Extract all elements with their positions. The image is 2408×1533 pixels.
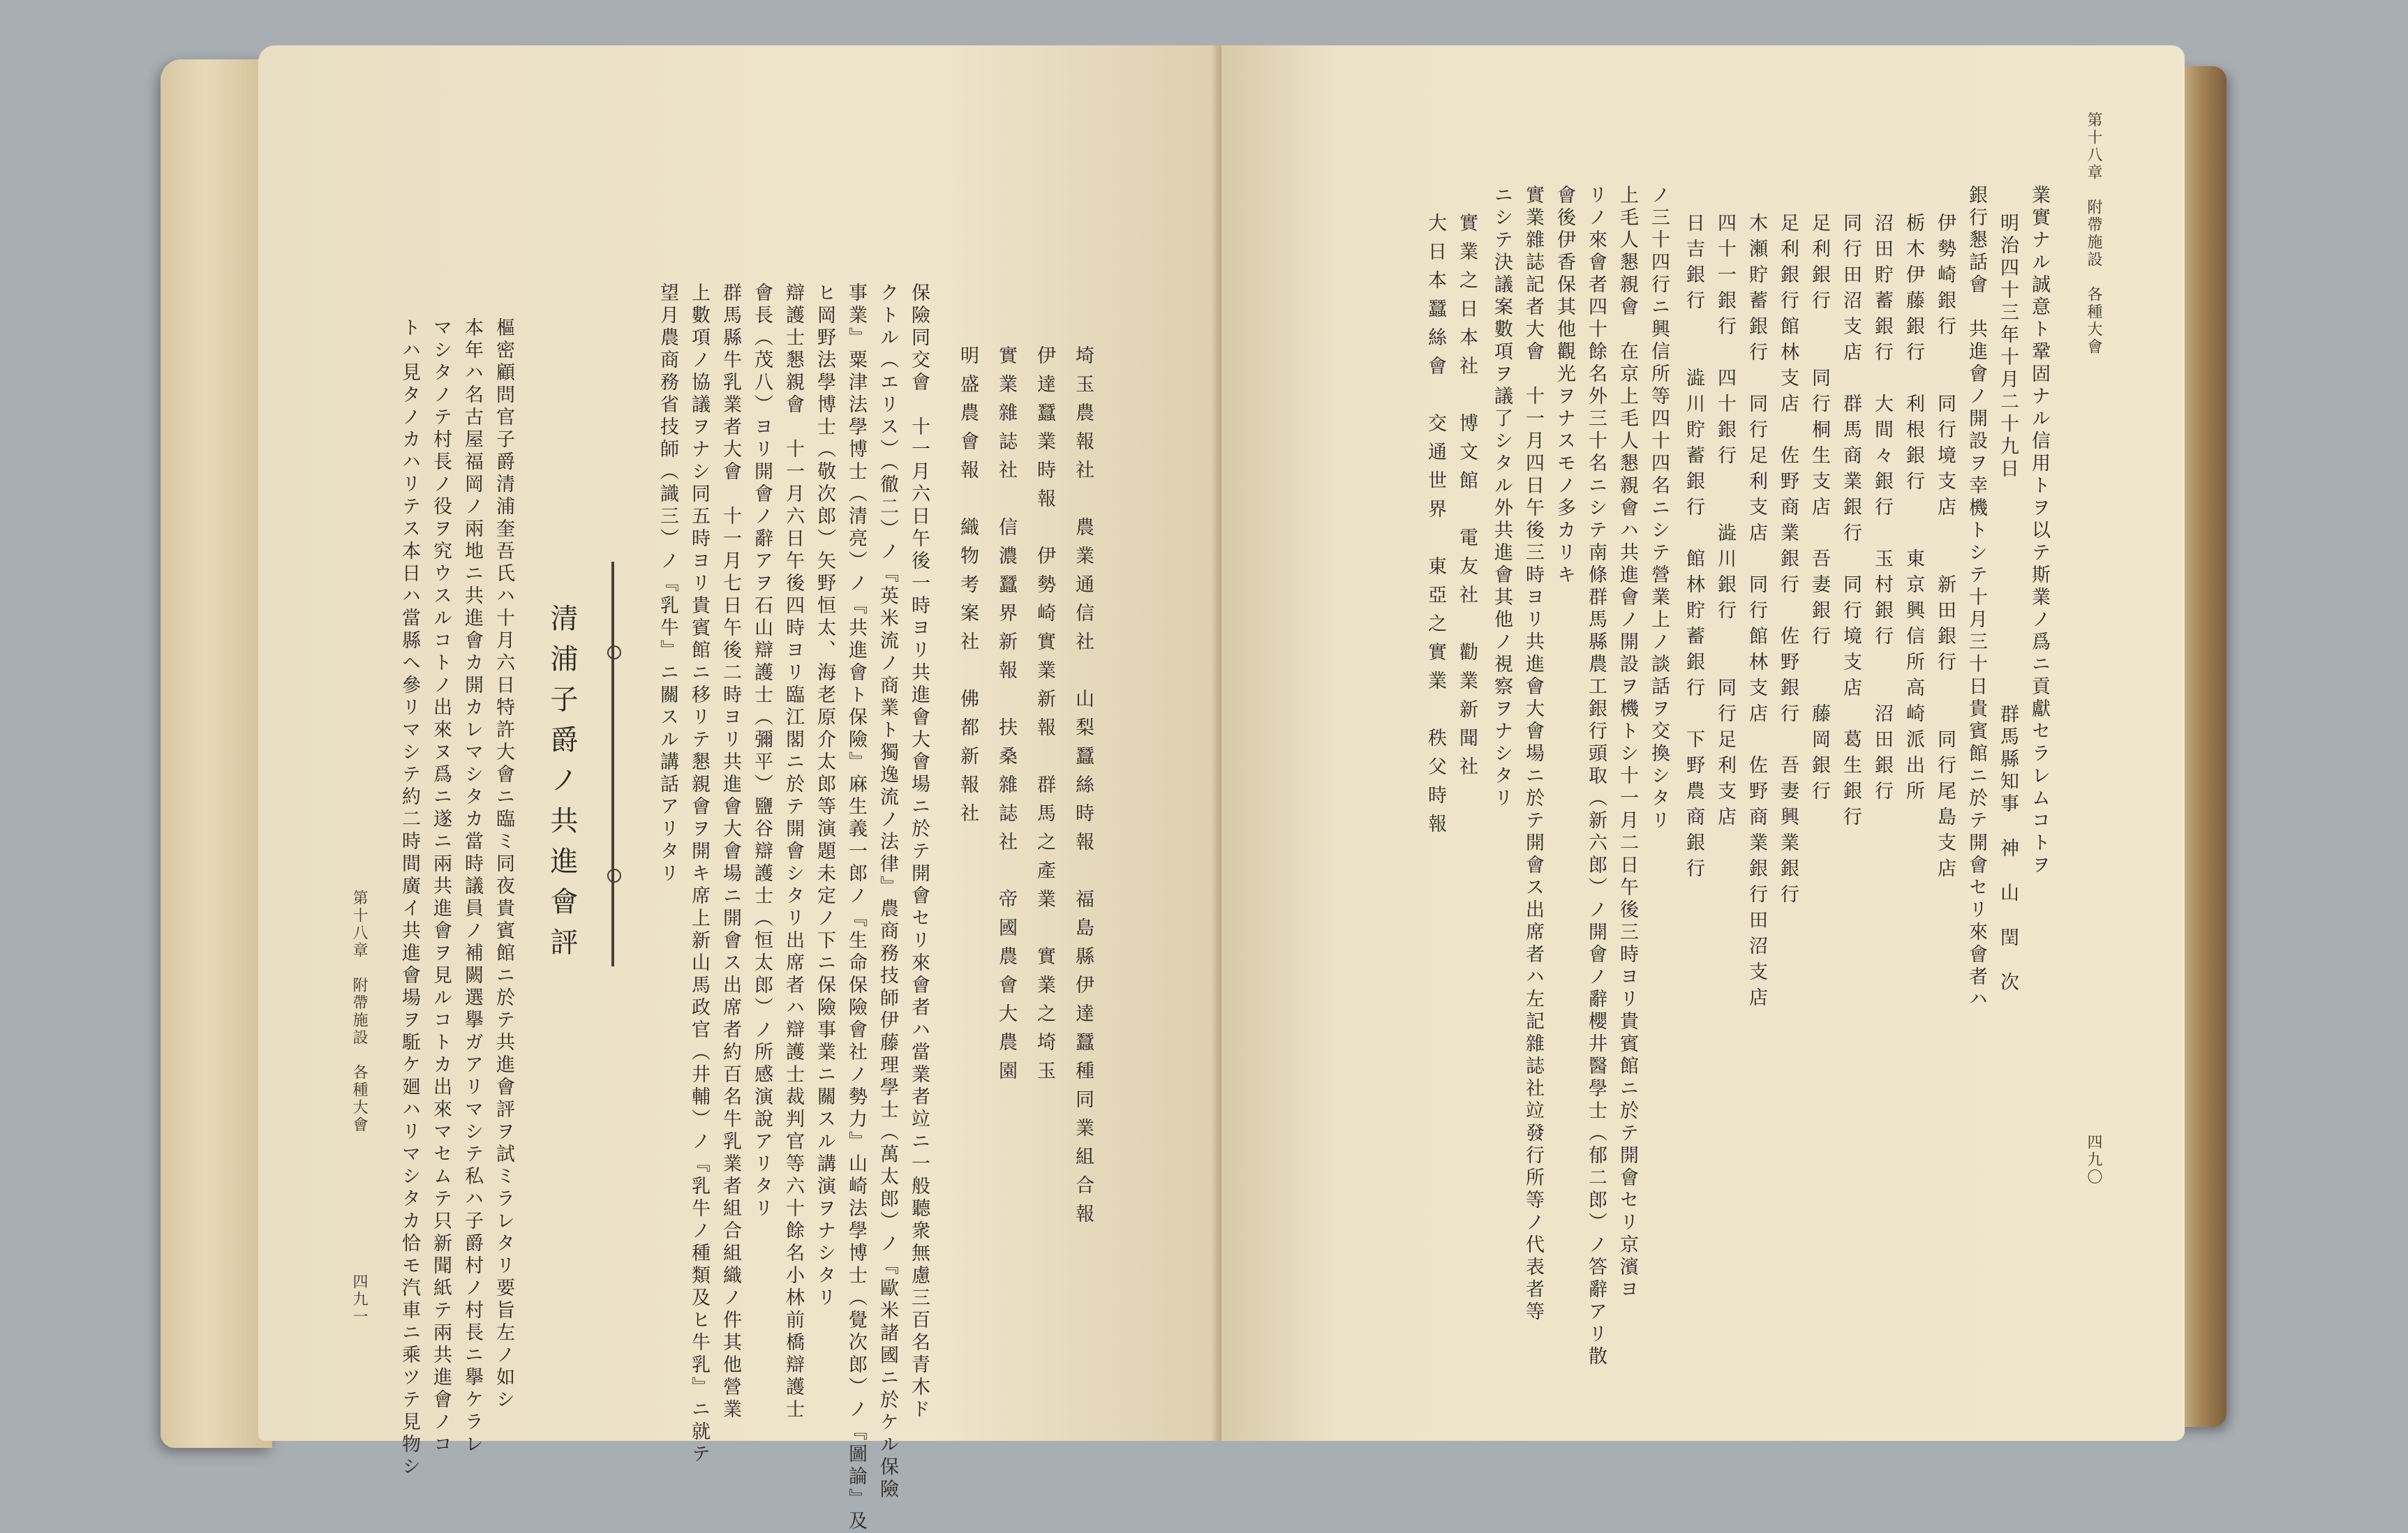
list-line: 實業雜誌社 信濃蠶界新報 扶桑雜誌社 帝國農會大農園 xyxy=(995,345,1017,1089)
open-book xyxy=(161,38,2227,1533)
text-line: 明治四十三年十月二十九日 群馬縣知事 神 山 閏 次 xyxy=(1997,213,2019,994)
list-line: 足利銀行館林支店 佐野商業銀行 佐野銀行 吾妻興業銀行 xyxy=(1777,213,1799,910)
text-line: 保險同交會 十一月六日午後一時ヨリ共進會大會場ニ於テ開會セリ來會者ハ當業者竝ニ一般聽衆無慮三百名青木ド xyxy=(908,283,930,1421)
text-line: 會後伊香保其他觀光ヲナスモノ多カリキ xyxy=(1554,185,1575,587)
text-line: リノ來會者四十餘名外三十名ニシテ南條群馬縣農工銀行頭取（新六郎）ノ開會ノ辭櫻井醫學士（郁二郎）ノ答辭アリ散 xyxy=(1585,185,1607,1368)
text-line: ノ三十四行ニ興信所等四十四名ニシテ營業上ノ談話ヲ交換シタリ xyxy=(1648,185,1670,832)
essay-line: トハ見タノカハリテス本日ハ當縣ヘ參リマシテ約二時間廣イ共進會場ヲ駈ケ廻ハリマシタカ恰モ汽車ニ乘ツテ見物シ xyxy=(399,317,420,1479)
list-line: 伊勢崎銀行 同行境支店 新田銀行 同行尾島支店 xyxy=(1934,213,1956,884)
book-edge-right xyxy=(2178,66,2227,1427)
text-line: 實業雜誌記者大會 十一月四日午後三時ヨリ共進會大會場ニ於テ開會ス出席者ハ左記雜誌社竝發行所等ノ代表者等 xyxy=(1522,185,1544,1324)
text-line: 會長（茂八）ヨリ開會ノ辭アヲ石山辯護士（彌平）鹽谷辯護士（恒太郎）ノ所感演說アリタリ xyxy=(751,283,773,1220)
list-line: 實業之日本社 博文館 電友社 勸業新聞社 xyxy=(1456,213,1478,785)
left-page xyxy=(258,45,1221,1533)
text-line: ヒ岡野法學博士（敬次郎）矢野恒太、海老原介太郎等演題未定ノ下ニ保險事業ニ關スル講演ヲナシタリ xyxy=(814,283,835,1310)
list-line: 日吉銀行 澁川貯蓄銀行 館林貯蓄銀行 下野農商銀行 xyxy=(1683,213,1704,884)
text-line: 群馬縣牛乳業者大會 十一月七日午後二時ヨリ共進會大會場ニ開會ス出席者約百名牛乳業者組合組織ノ件其他營業 xyxy=(720,283,741,1421)
text-line: 辯護士懇親會 十一月六日午後四時ヨリ臨江閣ニ於テ開會シタリ出席者ハ辯護士裁判官等六十餘名小林前橋辯護士 xyxy=(782,283,804,1421)
list-line: 沼田貯蓄銀行 大間々銀行 玉村銀行 沼田銀行 xyxy=(1871,213,1893,807)
text-line: 事業』粟津法學博士（清亮）ノ『共進會ト保險』麻生義一郎ノ『生命保險會社ノ勢力』山崎法學博士（覺次郎）ノ『圖論』及 xyxy=(845,283,867,1533)
text-line: クトル（エリス）（徹二）ノ『英米流ノ商業ト獨逸流ノ法律』農商務技師伊藤理學士（萬太郎）ノ『歐米諸國ニ於ケル保險 xyxy=(877,283,898,1502)
left-footer: 第十八章 附帶施設 各種大會 xyxy=(350,890,368,1134)
essay-line: 本年ハ名古屋福岡ノ兩地ニ共進會カ開カレマシタカ當時議員ノ補闕選擧ガアリマシテ私ハ子爵村ノ村長ニ擧ケラレ xyxy=(461,317,483,1456)
list-line: 同行田沼支店 群馬商業銀行 同行境支店 葛生銀行 xyxy=(1840,213,1861,832)
right-page xyxy=(1221,45,2185,1441)
text-line: 上數項ノ協議ヲナシ同五時ヨリ貴賓館ニ移リテ懇親會ヲ開キ席上新山馬政官（井輔）ノ『乳牛ノ種類及ヒ牛乳』ニ就テ xyxy=(688,283,710,1466)
text-line: ニシテ決議案數項ヲ議了シタル外共進會其他ノ視察ヲナシタリ xyxy=(1491,185,1513,810)
list-line: 明盛農會報 織物考案社 佛都新報社 xyxy=(957,345,979,832)
essay-title: 清浦子爵ノ共進會評 xyxy=(546,604,578,968)
list-line: 伊達蠶業時報 伊勢崎實業新報 群馬之產業 實業之埼玉 xyxy=(1034,345,1055,1089)
list-line: 四十一銀行 四十銀行 澁川銀行 同行足利支店 xyxy=(1714,213,1736,832)
ornamental-rule xyxy=(611,562,614,966)
left-page-number: 四九一 xyxy=(350,1273,368,1326)
essay-line: 樞密顧問官子爵清浦奎吾氏ハ十月六日特許大會ニ臨ミ同夜貴賓館ニ於テ共進會評ヲ試ミラレタリ要旨左ノ如シ xyxy=(493,317,514,1412)
right-page-number: 四九〇 xyxy=(2085,1134,2102,1186)
list-line: 足利銀行 同行桐生支店 吾妻銀行 藤岡銀行 xyxy=(1808,213,1830,807)
essay-line: マシタノテ村長ノ役ヲ究ウスルコトノ出來ヌ爲ニ遂ニ兩共進會ヲ見ルコトカ出來マセムテ只新聞紙テ兩共進會ノコ xyxy=(430,317,452,1456)
book-edge-left xyxy=(161,59,272,1448)
list-line: 栃木伊藤銀行 利根銀行 東京興信所高崎派出所 xyxy=(1903,213,1924,807)
list-line: 大日本蠶絲會 交通世界 東亞之實業 秩父時報 xyxy=(1425,213,1446,842)
list-line: 埼玉農報社 農業通信社 山梨蠶絲時報 福島縣伊達蠶種同業組合報 xyxy=(1072,345,1094,1232)
text-line: 上毛人懇親會 在京上毛人懇親會ハ共進會ノ開設ヲ機トシ十一月二日午後三時ヨリ貴賓館ニ於テ開會セリ京濱ヨ xyxy=(1617,185,1638,1301)
right-header: 第十八章 附帶施設 各種大會 xyxy=(2085,112,2102,356)
text-line: 業實ナル誠意ト鞏固ナル信用トヲ以テ斯業ノ爲ニ貢獻セラレムコトヲ xyxy=(2028,185,2050,877)
text-line: 銀行懇話會 共進會ノ開設ヲ幸機トシテ十月三十日貴賓館ニ於テ開會セリ來會者ハ xyxy=(1965,185,1987,1011)
text-line: 望月農商務省技師（識三）ノ『乳牛』ニ關スル講話アリタリ xyxy=(657,283,678,885)
list-line: 木瀬貯蓄銀行 同行足利支店 同行館林支店 佐野商業銀行田沼支店 xyxy=(1746,213,1767,1013)
